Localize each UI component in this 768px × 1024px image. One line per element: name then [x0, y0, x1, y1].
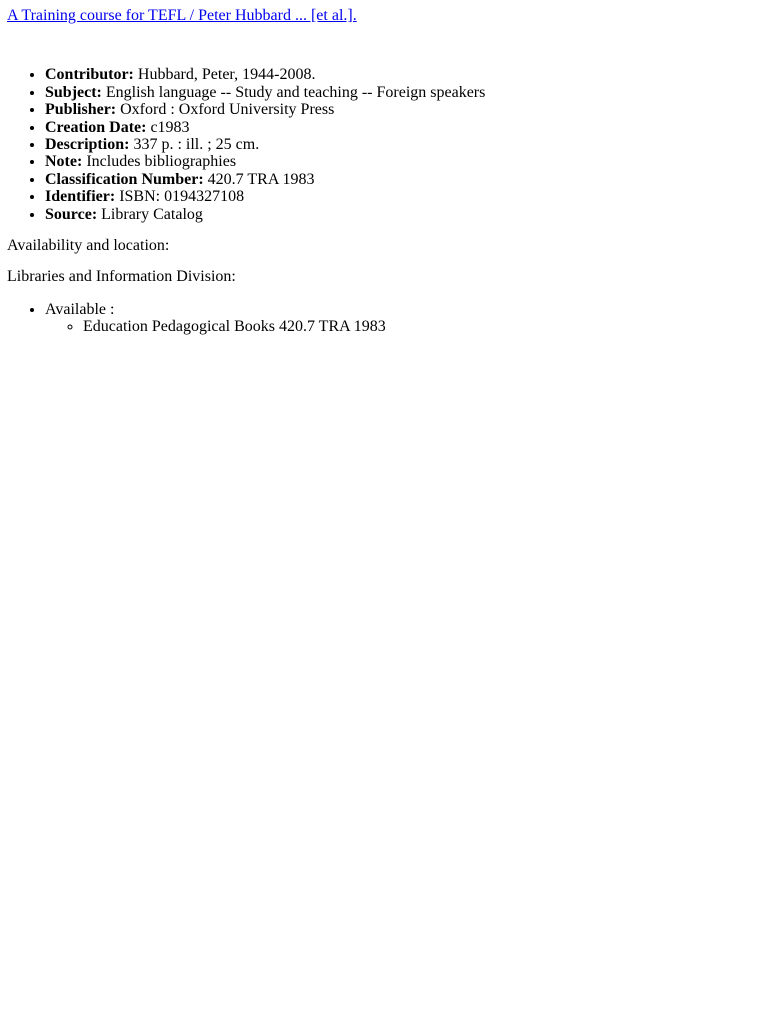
- field-description: [45, 136, 761, 153]
- field-value: 337 p. : ill. ; 25 cm.: [133, 136, 260, 154]
- record-page: [0, 0, 768, 336]
- field-value: ISBN: 0194327108: [119, 188, 245, 206]
- field-label: Publisher:: [45, 101, 117, 119]
- field-value: Includes bibliographies: [86, 153, 237, 171]
- field-note: [45, 153, 761, 170]
- field-label: Source:: [45, 205, 98, 223]
- availability-status: Available :: [45, 300, 115, 318]
- availability-heading: Availability and location:: [7, 237, 170, 255]
- field-label: Creation Date:: [45, 118, 147, 136]
- field-value: Oxford : Oxford University Press: [120, 101, 335, 119]
- field-subject: [45, 84, 761, 101]
- location-item: ◦ Education Pedagogical Books 420.7 TRA 1983: [83, 318, 761, 335]
- field-label: Description:: [45, 136, 130, 154]
- availability-list: [7, 301, 761, 336]
- availability-status-item: [45, 301, 761, 336]
- field-label: Classification Number:: [45, 170, 204, 188]
- field-creation-date: [45, 119, 761, 136]
- field-value: Library Catalog: [101, 205, 203, 223]
- library-name: Libraries and Information Division:: [7, 268, 236, 286]
- field-label: Contributor:: [45, 66, 134, 84]
- field-label: Subject:: [45, 83, 102, 101]
- field-value: Hubbard, Peter, 1944-2008.: [137, 66, 316, 84]
- field-label: Identifier:: [45, 188, 116, 206]
- field-identifier: [45, 188, 761, 205]
- record-title-link[interactable]: A Training course for TEFL / Peter Hubbard ... [et al.].: [7, 7, 357, 24]
- field-publisher: [45, 101, 761, 118]
- field-contributor: [45, 66, 761, 83]
- field-source: [45, 206, 761, 223]
- field-value: c1983: [150, 118, 190, 136]
- spacer: [7, 24, 761, 66]
- field-label: Note:: [45, 153, 83, 171]
- record-fields-list: [7, 66, 761, 223]
- field-value: English language -- Study and teaching -- Foreign speakers: [105, 83, 486, 101]
- field-classification-number: [45, 171, 761, 188]
- location-list: [45, 318, 761, 335]
- field-value: 420.7 TRA 1983: [207, 170, 315, 188]
